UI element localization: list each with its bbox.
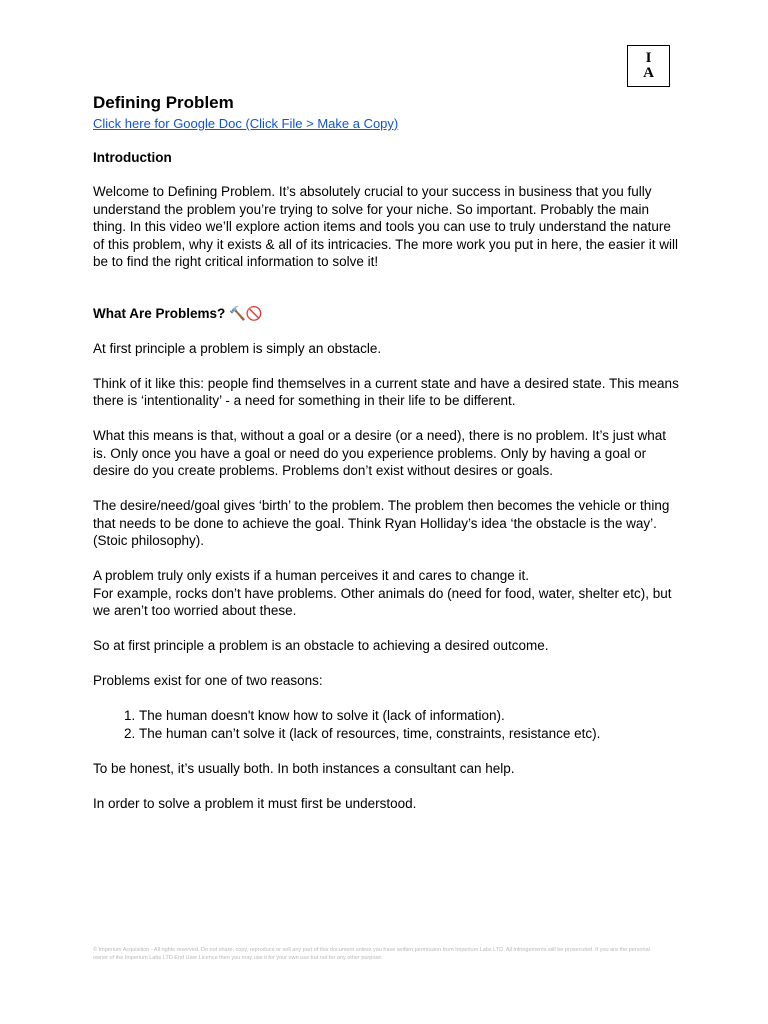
paragraph-current-state: Think of it like this: people find themselves in a current state and have a desired state. This means there is ‘intentionality’ - a need for something in their life to be different. — [93, 375, 679, 408]
paragraph-goal-desire: What this means is that, without a goal or a desire (or a need), there is no problem. It’s just what is. Only once you have a goal or need do you experience problems. Only by having a goal or desire do you create problems. Problems don’t exist without desires or goals. — [93, 428, 667, 478]
introduction-paragraph: Welcome to Defining Problem. It’s absolutely crucial to your success in business that you fully understand the problem you’re trying to solve for your niche. So important. Probably the main thing. In this video we’ll explore action items and tools you can use to truly understand the nature of this problem, why it exists & all of its intricacies. The more work you put in here, the easier it will be to find the right critical information to solve it! — [93, 184, 678, 269]
logo — [627, 45, 670, 87]
introduction-heading: Introduction — [93, 150, 172, 165]
reasons-list — [93, 707, 683, 742]
logo-line-1: I — [645, 50, 652, 66]
page-title: Defining Problem — [93, 93, 234, 112]
paragraph-understood: In order to solve a problem it must first be understood. — [93, 795, 417, 811]
paragraph-first-principle: So at first principle a problem is an obstacle to achieving a desired outcome. — [93, 638, 549, 653]
hammer-no-entry-icon: 🔨🚫 — [229, 305, 263, 321]
paragraph-rocks: For example, rocks don’t have problems. Other animals do (need for food, water, shelter etc), but we aren’t too worried about these. — [93, 585, 672, 618]
problems-heading-text: What Are Problems? — [93, 305, 226, 321]
paragraph-perceives: A problem truly only exists if a human perceives it and cares to change it. — [93, 568, 529, 583]
document-body — [93, 92, 683, 812]
list-item: 2. The human can’t solve it (lack of resources, time, constraints, resistance etc). — [139, 725, 683, 743]
paragraph-honest: To be honest, it’s usually both. In both instances a consultant can help. — [93, 760, 515, 776]
paragraph-two-reasons: Problems exist for one of two reasons: — [93, 673, 323, 688]
logo-line-2: A — [643, 65, 654, 81]
problems-heading — [93, 305, 683, 322]
paragraph-obstacle: At first principle a problem is simply an obstacle. — [93, 340, 382, 356]
paragraph-birth: The desire/need/goal gives ‘birth’ to the problem. The problem then becomes the vehicle or thing that needs to be done to achieve the goal. Think Ryan Holliday’s idea ‘the obstacle is the way’. (Stoic philosophy). — [93, 498, 670, 548]
google-doc-link[interactable]: Click here for Google Doc (Click File > Make a Copy) — [93, 116, 399, 131]
copyright-footer: © Imperium Acquisition - All rights reserved. Do not share, copy, reproduce or sell any part of this document unless you have written permission from Imperium Labs LTD. All infringements will be prosecuted. If you are the personal owner of the Imperium Labs LTD End User Licence then you may use it for your own use but not for any other purpose. — [93, 947, 650, 961]
list-item: 1. The human doesn't know how to solve it (lack of information). — [139, 707, 683, 725]
